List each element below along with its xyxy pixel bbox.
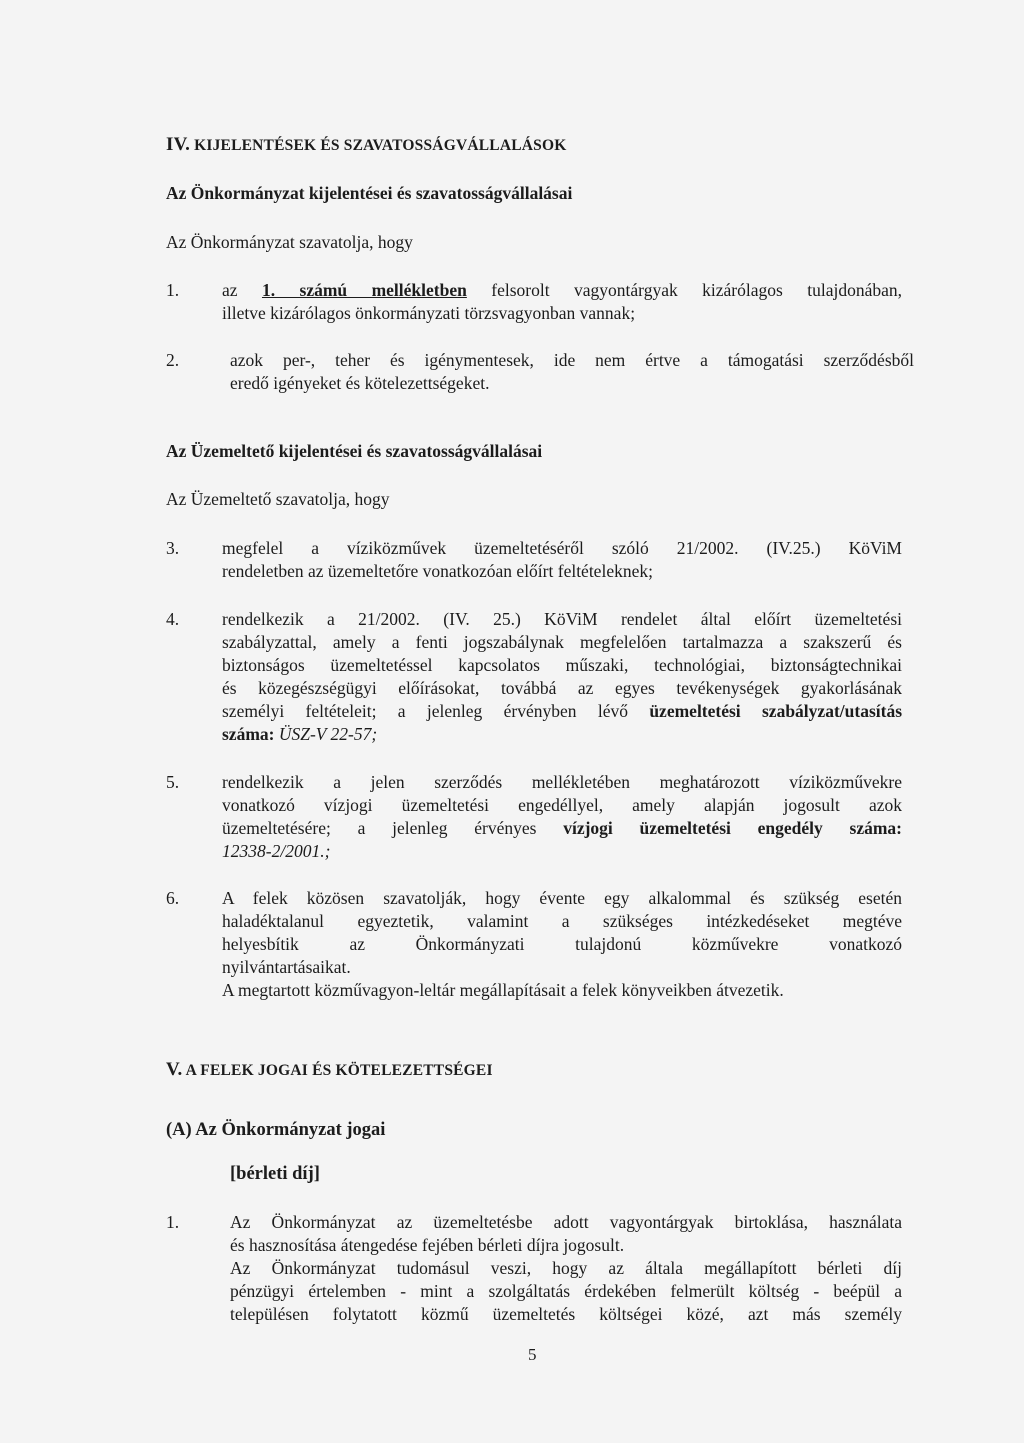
item-4-number: 4. (166, 609, 180, 629)
item-5-text: rendelkezik a jelen szerződés mellékletében meghatározott víziközművekre vonatkozó vízjogi üzemeltetési engedéllyel, amely alapján jogosult azok üzemeltetésére; a jelenleg érvényes vízjogi üzemeltetési engedély száma: 12338-2/2001.; (222, 772, 902, 861)
onkormanyzat-heading: Az Önkormányzat kijelentései és szavatosságvállalásai (166, 183, 573, 203)
item-1-number: 1. (166, 280, 180, 300)
section-iv-heading: IV. KIJELENTÉSEK ÉS SZAVATOSSÁGVÁLLALÁSOK (166, 134, 567, 155)
item-1-text: az 1. számú mellékletben felsorolt vagyontárgyak kizárólagos tulajdonában, illetve kizárólagos önkormányzati törzsvagyonban vannak; (222, 280, 902, 323)
item-6-text: A felek közösen szavatolják, hogy évente egy alkalommal és szükség esetén haladéktalanul egyeztetik, valamint a szükséges intézkedéseket megtéve helyesbítik az Önkormányzati tulajdonú közművekre vonatkozó nyilvántartásaikat. A megtartott közművagyon-leltár megállapításait a felek könyveikben átvezetik. (222, 888, 902, 1000)
v-item-1-number: 1. (166, 1212, 180, 1232)
v-item-1-text: Az Önkormányzat az üzemeltetésbe adott vagyontárgyak birtoklása, használata és hasznosítása átengedése fejében bérleti díjra jogosult. Az Önkormányzat tudomásul veszi, hogy az általa megállapított bérleti díj pénzügyi értelemben - mint a szolgáltatás érdekében felmerült költség - beépül a településen folytatott közmű üzemeltetés költségei közé, azt más személy (230, 1212, 902, 1324)
onkormanyzat-intro: Az Önkormányzat szavatolja, hogy (166, 232, 413, 252)
item-3-text: megfelel a víziközművek üzemeltetéséről szóló 21/2002. (IV.25.) KöViM rendeletben az üzemeltetőre vonatkozóan előírt feltételeknek; (222, 538, 902, 581)
page-number: 5 (528, 1345, 537, 1364)
item-2-number: 2. (166, 350, 180, 370)
onkormanyzat-jogai-heading: (A) Az Önkormányzat jogai (166, 1120, 386, 1140)
item-4-text: rendelkezik a 21/2002. (IV. 25.) KöViM rendelet által előírt üzemeltetési szabályzattal, amely a fenti jogszabálynak megfelelően tartalmazza a szakszerű és biztonságos üzemeltetéssel kapcsolatos műszaki, technológiai, biztonságtechnikai és közegészségügyi előírásokat, továbbá az egyes tevékenységek gyakorlásának személyi feltételeit; a jelenleg érvényben lévő üzemeltetési szabályzat/utasítás száma: ÜSZ-V 22-57; (222, 609, 903, 744)
item-6-number: 6. (166, 888, 180, 908)
annex-1-link: 1. számú mellékletben (261, 280, 467, 300)
item-5-number: 5. (166, 772, 180, 792)
item-3-number: 3. (166, 538, 180, 558)
berleti-dij-heading: [bérleti díj] (230, 1164, 320, 1184)
section-v-heading: V. A FELEK JOGAI ÉS KÖTELEZETTSÉGEI (166, 1059, 493, 1080)
item-2-text: azok per-, teher és igénymentesek, ide nem értve a támogatási szerződésből eredő igényeket és kötelezettségeket. (230, 350, 914, 393)
uzemelteto-intro: Az Üzemeltető szavatolja, hogy (166, 489, 390, 509)
uzemelteto-heading: Az Üzemeltető kijelentései és szavatosságvállalásai (166, 441, 543, 461)
